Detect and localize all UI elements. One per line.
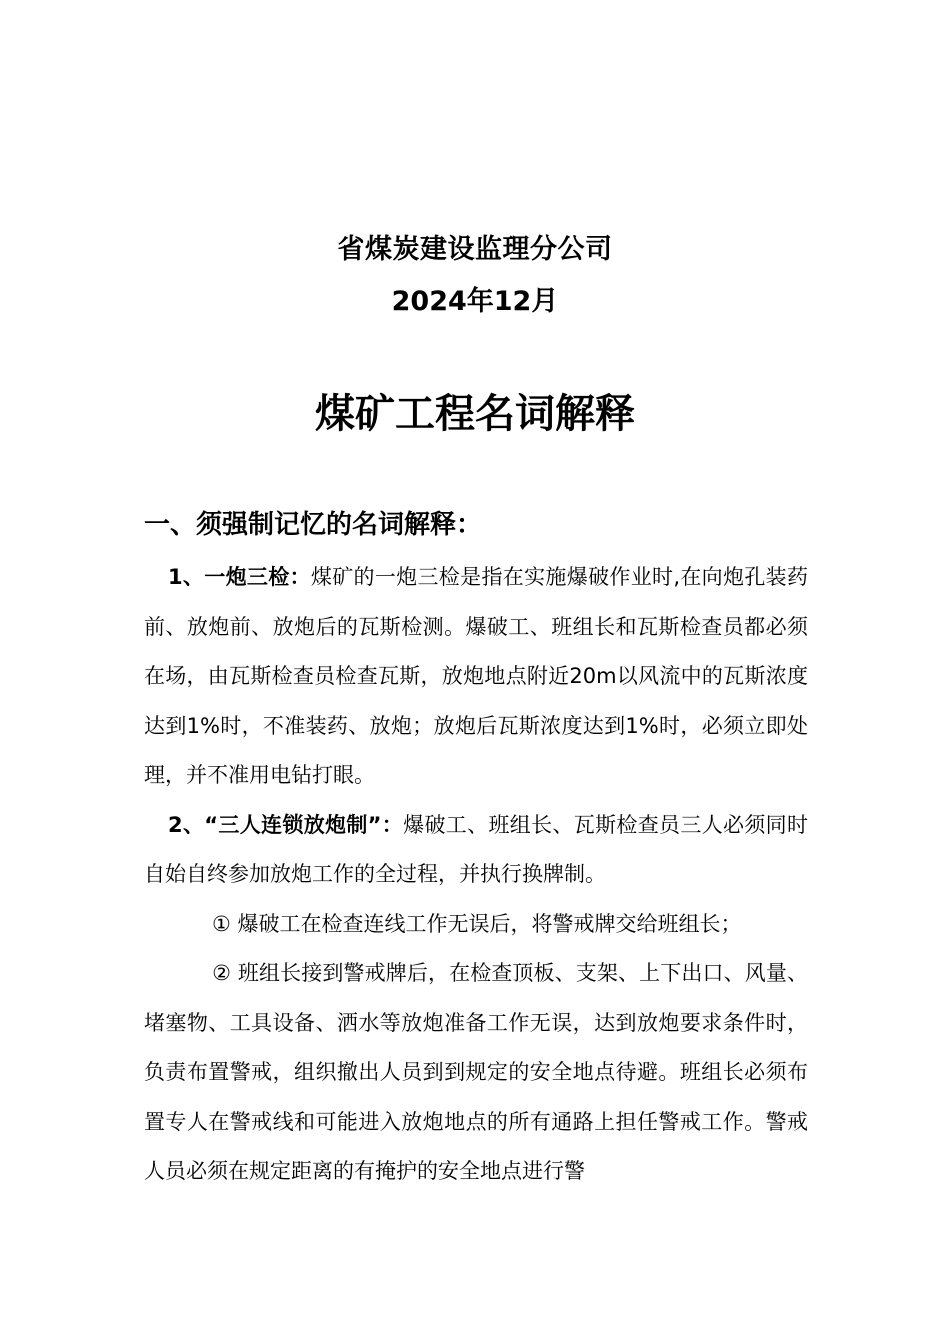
document-date: 2024年12月 bbox=[391, 286, 559, 317]
definition-term: 1、一炮三检： bbox=[168, 565, 311, 589]
procedure-step-text: ① 爆破工在检查连线工作无误后，将警戒牌交给班组长； bbox=[212, 911, 742, 936]
definition-text: 煤矿的一炮三检是指在实施爆破作业时,在向炮孔装药前、放炮前、放炮后的瓦斯检测。爆破工、班组长和瓦斯检查员都必须在场，由瓦斯检查员检查瓦斯，放炮地点附近20m以风流中的瓦斯浓度达到1%时，不准装药、放炮；放炮后瓦斯浓度达到1%时，必须立即处理，并不准用电钻打眼。 bbox=[144, 565, 808, 787]
definition-text: 爆破工、班组长、瓦斯检查员三人必须同时自始自终参加放炮工作的全过程，并执行换牌制。 bbox=[144, 812, 809, 886]
section-heading: 一、须强制记忆的名词解释： bbox=[144, 510, 483, 540]
definition-term: 2、“三人连锁放炮制”： bbox=[168, 812, 404, 837]
definition-paragraph bbox=[144, 553, 808, 801]
procedure-step-text: ② 班组长接到警戒牌后，在检查顶板、支架、上下出口、风量、堵塞物、工具设备、洒水等放炮准备工作无误，达到放炮要求条件时，负责布置警戒，组织撤出人员到到规定的安全地点待避。班组长必须布置专人在警戒线和可能进入放炮地点的所有通路上担任警戒工作。警戒人员必须在规定距离的有掩护的安全地点进行警 bbox=[144, 961, 808, 1183]
definition-paragraph bbox=[144, 801, 808, 900]
procedure-step bbox=[144, 900, 808, 950]
document-title: 煤矿工程名词解释 bbox=[315, 391, 635, 437]
section-body bbox=[144, 553, 808, 1197]
organization-name: 省煤炭建设监理分公司 bbox=[337, 234, 613, 265]
procedure-step bbox=[144, 949, 808, 1197]
